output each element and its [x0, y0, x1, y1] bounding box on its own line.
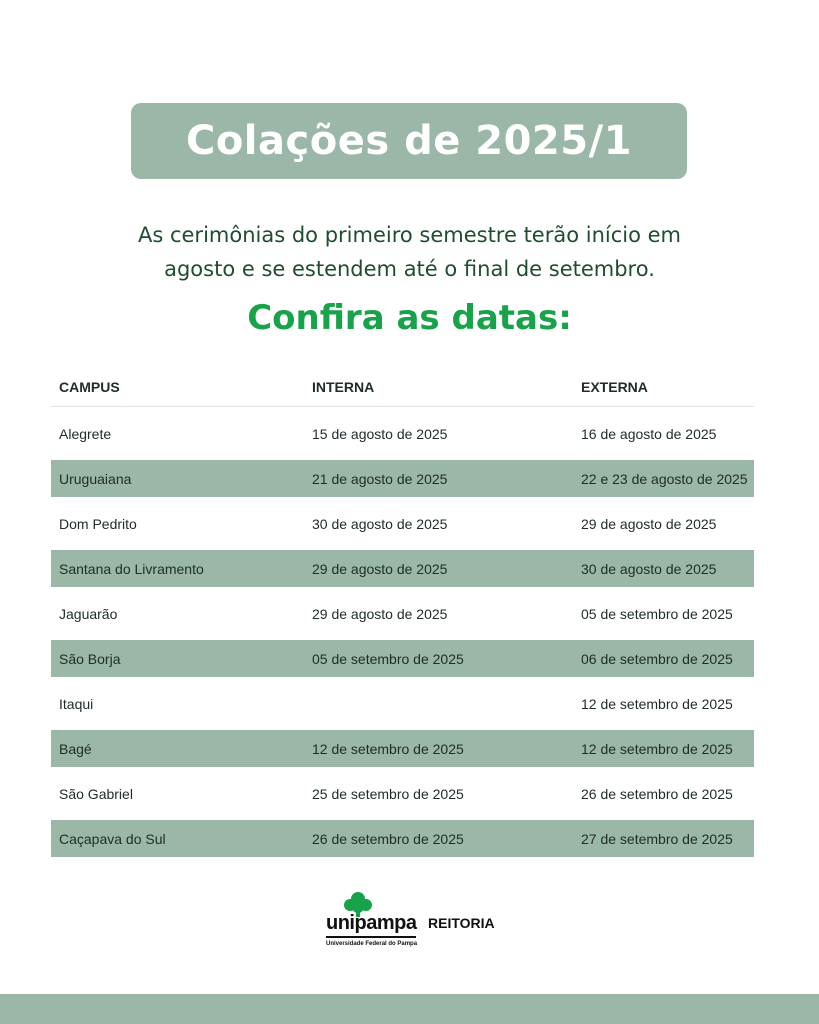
cell-externa: 29 de agosto de 2025 [581, 515, 717, 532]
cell-campus: São Borja [59, 650, 121, 667]
cell-campus: Caçapava do Sul [59, 830, 166, 847]
bottom-bar [0, 994, 819, 1024]
table-header [51, 368, 754, 407]
confira-heading: Confira as datas: [247, 298, 572, 338]
cell-externa: 06 de setembro de 2025 [581, 650, 733, 667]
table-row [51, 640, 754, 677]
page-title: Colações de 2025/1 [185, 118, 633, 164]
cell-campus: Dom Pedrito [59, 515, 137, 532]
cell-interna: 26 de setembro de 2025 [312, 830, 464, 847]
cell-externa: 26 de setembro de 2025 [581, 785, 733, 802]
table-row [51, 460, 754, 497]
header-interna: INTERNA [312, 379, 375, 395]
cell-externa: 12 de setembro de 2025 [581, 695, 733, 712]
subtitle-line-2: agosto e se estendem até o final de setembro. [164, 257, 655, 281]
cell-interna: 30 de agosto de 2025 [312, 515, 448, 532]
dates-table [51, 368, 754, 857]
cell-campus: Itaqui [59, 695, 94, 712]
cell-externa: 12 de setembro de 2025 [581, 740, 733, 757]
header-externa: EXTERNA [581, 379, 648, 395]
cell-externa: 30 de agosto de 2025 [581, 560, 717, 577]
cell-campus: Santana do Livramento [59, 560, 204, 577]
unipampa-logo [322, 892, 502, 952]
cell-interna: 29 de agosto de 2025 [312, 605, 448, 622]
cell-campus: São Gabriel [59, 785, 133, 802]
table-row [51, 505, 754, 542]
logo-wordmark: unipampa [326, 912, 417, 934]
cell-interna: 12 de setembro de 2025 [312, 740, 464, 757]
table-row [51, 685, 754, 722]
cell-campus: Uruguaiana [59, 470, 132, 487]
table-row [51, 595, 754, 632]
cell-interna: 29 de agosto de 2025 [312, 560, 448, 577]
cell-campus: Jaguarão [59, 605, 118, 622]
cell-externa: 05 de setembro de 2025 [581, 605, 733, 622]
table-row [51, 775, 754, 812]
logo-subtitle: Universidade Federal do Pampa [326, 941, 418, 947]
logo-divider [326, 936, 416, 938]
table-row [51, 550, 754, 587]
cell-externa: 27 de setembro de 2025 [581, 830, 733, 847]
title-banner [131, 103, 687, 179]
table-row [51, 820, 754, 857]
cell-campus: Alegrete [59, 425, 112, 442]
cell-externa: 16 de agosto de 2025 [581, 425, 717, 442]
cell-interna: 21 de agosto de 2025 [312, 470, 448, 487]
cell-interna: 15 de agosto de 2025 [312, 425, 448, 442]
table-row [51, 415, 754, 452]
cell-interna: 25 de setembro de 2025 [312, 785, 464, 802]
subtitle [60, 218, 759, 286]
cell-campus: Bagé [59, 740, 92, 757]
cell-externa: 22 e 23 de agosto de 2025 [581, 470, 748, 487]
reitoria-label: REITORIA [428, 915, 495, 931]
header-campus: CAMPUS [59, 379, 120, 395]
cell-interna: 05 de setembro de 2025 [312, 650, 464, 667]
subtitle-line-1: As cerimônias do primeiro semestre terão início em [137, 223, 682, 247]
table-row [51, 730, 754, 767]
